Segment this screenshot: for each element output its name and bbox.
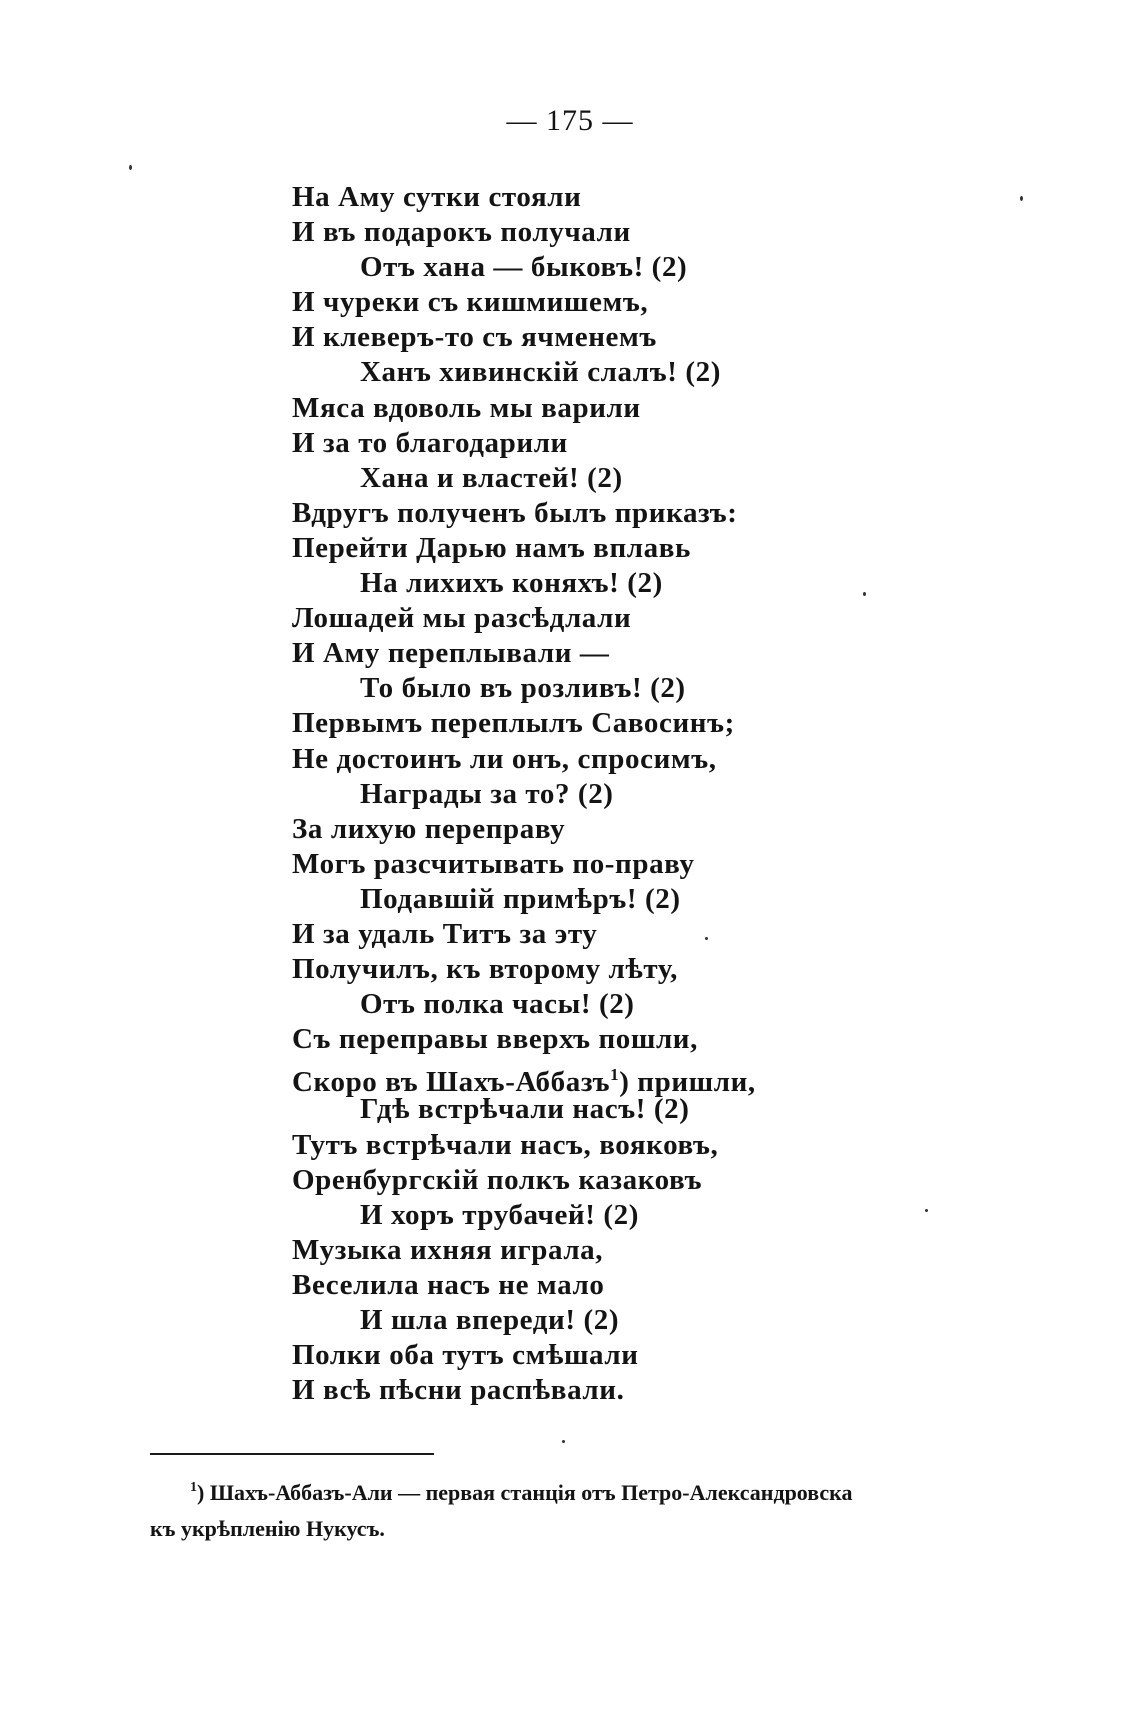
page-number: — 175 —	[506, 104, 634, 137]
verse-line	[292, 1057, 992, 1099]
verse-line	[292, 1268, 992, 1303]
verse-line-text: Лошадей мы разсѣдлали	[292, 602, 632, 635]
verse-line	[292, 1092, 992, 1127]
verse-line	[292, 391, 992, 426]
verse-line-text: И шла впереди! (2)	[360, 1304, 620, 1336]
verse-line	[292, 847, 992, 882]
verse-line	[292, 566, 992, 601]
verse-line-text: То было въ розливъ! (2)	[360, 672, 686, 705]
verse-line	[292, 917, 992, 952]
verse-line	[292, 1022, 992, 1057]
verse-line	[292, 812, 992, 847]
verse-line-text: Не достоинъ ли онъ, спросимъ,	[292, 742, 717, 775]
verse-line-text: Съ переправы вверхъ пошли,	[292, 1023, 698, 1056]
verse-line-text: Полки оба тутъ смѣшали	[292, 1339, 639, 1372]
scan-speck	[925, 1209, 928, 1212]
verse-line	[292, 1373, 992, 1408]
verse-line-text: Мяса вдоволь мы варили	[292, 391, 641, 424]
verse-line	[292, 461, 992, 496]
verse-line-text: И за то благодарили	[292, 426, 568, 459]
footnote-text-1: ) Шахъ-Аббазъ-Али — первая станція отъ Петро-Александровска	[197, 1480, 853, 1505]
verse-line	[292, 706, 992, 741]
verse-line-text: И за удаль Титъ за эту	[292, 917, 598, 950]
verse-line	[292, 601, 992, 636]
verse-line-text: Отъ полка часы! (2)	[360, 988, 635, 1021]
verse-line-text: Первымъ переплылъ Савосинъ;	[292, 707, 735, 740]
verse-line	[292, 531, 992, 566]
verse-line-text: Оренбургскій полкъ казаковъ	[292, 1163, 703, 1196]
verse-line	[292, 1128, 992, 1163]
verse-line	[292, 1338, 992, 1373]
scan-speck	[129, 165, 132, 170]
verse-line-text: Хана и властей! (2)	[360, 461, 623, 494]
verse-line-text: Веселила насъ не мало	[292, 1268, 605, 1301]
verse-line	[292, 671, 992, 706]
verse-block	[292, 180, 992, 1408]
verse-line-text: Музыка ихняя играла,	[292, 1233, 604, 1266]
verse-line	[292, 250, 992, 285]
verse-line-text: Вдругъ полученъ былъ приказъ:	[292, 496, 738, 529]
verse-line	[292, 1303, 992, 1338]
verse-line	[292, 320, 992, 355]
verse-line	[292, 1198, 992, 1233]
verse-line-text: И клеверъ-то съ ячменемъ	[292, 321, 657, 354]
footnote	[150, 1470, 990, 1547]
verse-line-text: И всѣ пѣсни распѣвали.	[292, 1374, 625, 1407]
verse-line	[292, 496, 992, 531]
verse-line-text: Подавшій примѣръ! (2)	[360, 882, 681, 915]
verse-line-text-after: ) пришли,	[619, 1066, 756, 1099]
verse-line	[292, 285, 992, 320]
verse-line	[292, 636, 992, 671]
footnote-reference: 1	[610, 1065, 620, 1085]
verse-line	[292, 426, 992, 461]
verse-line	[292, 987, 992, 1022]
verse-line-text: Могъ разсчитывать по-праву	[292, 847, 695, 880]
scan-speck	[562, 1440, 565, 1443]
verse-line-text: Гдѣ встрѣчали насъ! (2)	[360, 1093, 690, 1126]
verse-line-text: Тутъ встрѣчали насъ, вояковъ,	[292, 1128, 719, 1161]
verse-line	[292, 1163, 992, 1198]
verse-line	[292, 777, 992, 812]
verse-line-text: И хоръ трубачей! (2)	[360, 1198, 639, 1231]
verse-line-text: На Аму сутки стояли	[292, 181, 582, 213]
footnote-line-2: къ укрѣпленію Нукусъ.	[150, 1516, 385, 1541]
verse-line-text: Скоро въ Шахъ-Аббазъ	[292, 1066, 611, 1099]
verse-line-text: Перейти Дарью намъ вплавь	[292, 531, 691, 564]
verse-line-text: На лихихъ коняхъ! (2)	[360, 567, 663, 600]
verse-line	[292, 215, 992, 250]
verse-line-text: И Аму переплывали —	[292, 637, 610, 670]
verse-line-text: Ханъ хивинскій слалъ! (2)	[360, 356, 721, 389]
verse-line	[292, 1233, 992, 1268]
footnote-line-1	[150, 1470, 990, 1511]
scan-speck	[1020, 196, 1023, 201]
scan-speck	[705, 937, 708, 940]
verse-line	[292, 742, 992, 777]
verse-line-text: И чуреки съ кишмишемъ,	[292, 286, 649, 319]
verse-line	[292, 952, 992, 987]
footnote-marker: 1	[190, 1480, 197, 1495]
verse-line-text: Отъ хана — быковъ! (2)	[360, 251, 688, 284]
verse-line	[292, 180, 992, 215]
verse-line-text: И въ подарокъ получали	[292, 216, 631, 249]
verse-line	[292, 355, 992, 390]
verse-line-text: Награды за то? (2)	[360, 777, 614, 810]
scan-speck	[863, 592, 866, 596]
verse-line-text: Получилъ, къ второму лѣту,	[292, 953, 678, 986]
verse-line	[292, 882, 992, 917]
verse-line-text: За лихую переправу	[292, 812, 566, 845]
footnote-divider	[150, 1453, 434, 1455]
